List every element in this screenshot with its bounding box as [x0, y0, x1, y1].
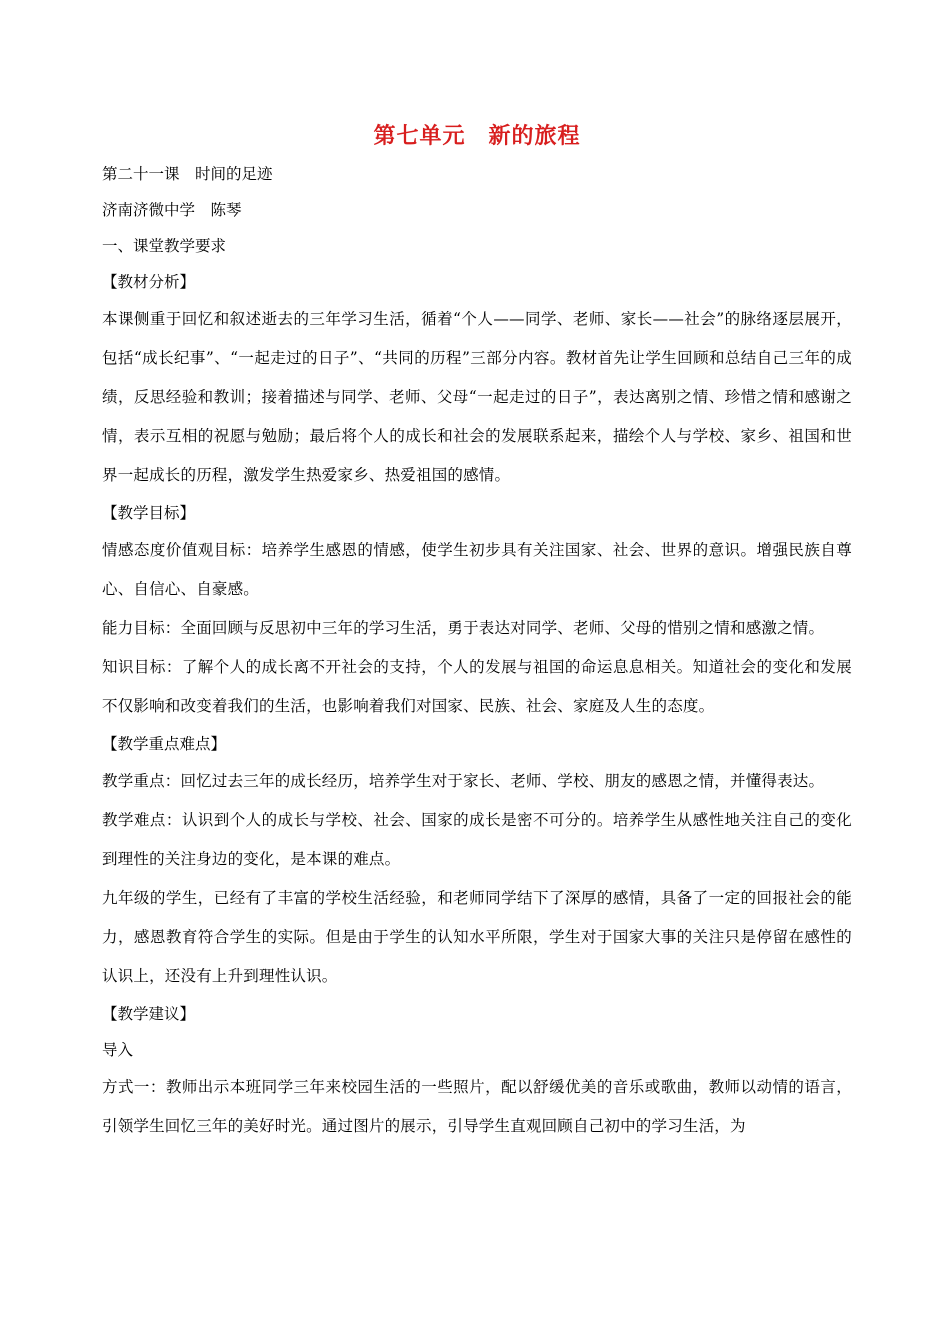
paragraph-difficult-point: 教学难点：认识到个人的成长与学校、社会、国家的成长是密不可分的。培养学生从感性地关注自己的变化到理性的关注身边的变化，是本课的难点。	[102, 811, 852, 868]
paragraph-student-analysis: 九年级的学生，已经有了丰富的学校生活经验，和老师同学结下了深厚的感情，具备了一定的回报社会的能力，感恩教育符合学生的实际。但是由于学生的认知水平所限，学生对于国家大事的关注只是停留在感性的认识上，还没有上升到理性认识。	[102, 889, 852, 985]
lesson-title: 第二十一课 时间的足迹	[102, 165, 273, 183]
page-title: 第七单元 新的旅程	[373, 123, 581, 149]
paragraph-method-one: 方式一：教师出示本班同学三年来校园生活的一些照片，配以舒缓优美的音乐或歌曲，教师以动情的语言，引领学生回忆三年的美好时光。通过图片的展示，引导学生直观回顾自己初中的学习生活，为	[102, 1078, 852, 1135]
section-heading: 一、课堂教学要求	[102, 237, 227, 255]
subheading-intro: 导入	[102, 1041, 134, 1059]
paragraph-goal-ability: 能力目标：全面回顾与反思初中三年的学习生活，勇于表达对同学、老师、父母的惜别之情和感激之情。	[102, 619, 825, 637]
paragraph-goal-knowledge: 知识目标：了解个人的成长离不开社会的支持，个人的发展与祖国的命运息息相关。知道社会的变化和发展不仅影响和改变着我们的生活，也影响着我们对国家、民族、社会、家庭及人生的态度。	[102, 658, 852, 715]
author-line: 济南济微中学 陈琴	[102, 201, 242, 219]
heading-teaching-goals: 【教学目标】	[102, 504, 196, 522]
heading-teaching-suggestions: 【教学建议】	[102, 1005, 196, 1023]
paragraph-key-point: 教学重点：回忆过去三年的成长经历，培养学生对于家长、老师、学校、朋友的感恩之情，并懂得表达。	[102, 772, 825, 790]
heading-material-analysis: 【教材分析】	[102, 273, 196, 291]
paragraph-goal-emotion: 情感态度价值观目标：培养学生感恩的情感，使学生初步具有关注国家、社会、世界的意识。增强民族自尊心、自信心、自豪感。	[102, 541, 852, 598]
heading-key-points: 【教学重点难点】	[102, 735, 227, 753]
paragraph-material-analysis: 本课侧重于回忆和叙述逝去的三年学习生活，循着“个人——同学、老师、家长——社会”的脉络逐层展开，包括“成长纪事”、“一起走过的日子”、“共同的历程”三部分内容。教材首先让学生回顾和总结自己三年的成绩，反思经验和教训；接着描述与同学、老师、父母“一起走过的日子”，表达离别之情、珍惜之情和感谢之情，表示互相的祝愿与勉励；最后将个人的成长和社会的发展联系起来，描绘个人与学校、家乡、祖国和世界一起成长的历程，激发学生热爱家乡、热爱祖国的感情。	[102, 310, 852, 484]
